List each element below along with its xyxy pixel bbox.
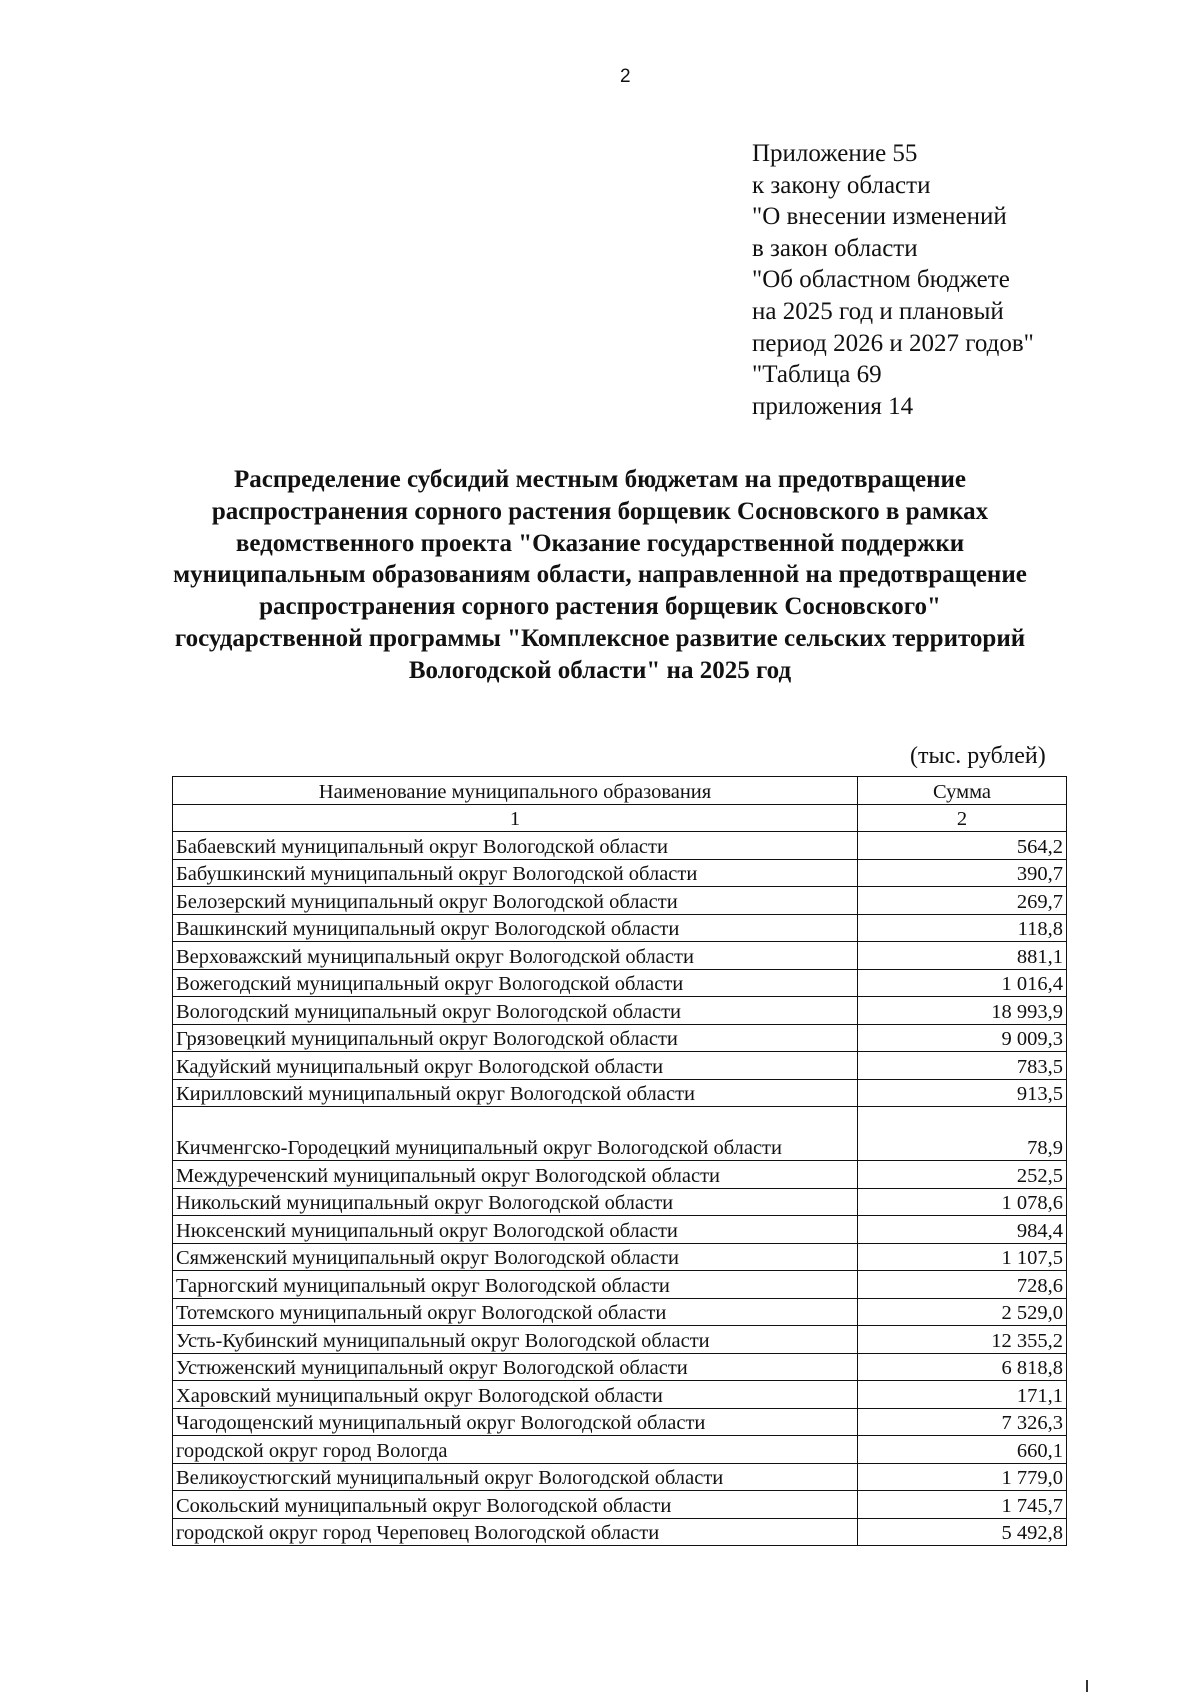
row-municipality-name: городской округ город Вологда xyxy=(173,1436,858,1464)
table-row xyxy=(173,1381,1067,1409)
table-row xyxy=(173,997,1067,1025)
table-row xyxy=(173,1052,1067,1080)
row-sum-value: 9 009,3 xyxy=(858,1024,1067,1052)
row-sum-value: 18 993,9 xyxy=(858,997,1067,1025)
row-sum-value: 1 016,4 xyxy=(858,969,1067,997)
header-name: Наименование муниципального образования xyxy=(173,777,858,805)
table-row xyxy=(173,1408,1067,1436)
row-sum-value: 1 078,6 xyxy=(858,1188,1067,1216)
row-sum-value: 660,1 xyxy=(858,1436,1067,1464)
table-row xyxy=(173,1463,1067,1491)
table-row xyxy=(173,1079,1067,1107)
appendix-line: период 2026 и 2027 годов" xyxy=(752,329,1034,357)
table-row xyxy=(173,914,1067,942)
title-line: Распределение субсидий местным бюджетам на предотвращение xyxy=(233,466,967,493)
table-row xyxy=(173,1518,1067,1546)
row-municipality-name: Кадуйский муниципальный округ Вологодской области xyxy=(173,1052,858,1080)
row-municipality-name: Никольский муниципальный округ Вологодской области xyxy=(173,1188,858,1216)
row-sum-value: 171,1 xyxy=(858,1381,1067,1409)
document-title xyxy=(150,464,1050,687)
row-municipality-name: Усть-Кубинский муниципальный округ Вологодской области xyxy=(173,1326,858,1354)
title-line: распространения сорного растения борщевик Сосновского" xyxy=(259,593,941,621)
row-municipality-name: Чагодощенский муниципальный округ Вологодской области xyxy=(173,1408,858,1436)
row-municipality-name: Нюксенский муниципальный округ Вологодской области xyxy=(173,1216,858,1244)
title-line: государственной программы "Комплексное развитие сельских территорий xyxy=(174,624,1026,652)
appendix-line: приложения 14 xyxy=(752,392,914,420)
table-row xyxy=(173,942,1067,970)
header-sum: Сумма xyxy=(858,777,1067,805)
row-municipality-name: Вашкинский муниципальный округ Вологодской области xyxy=(173,914,858,942)
subsidy-table-wrapper xyxy=(172,776,1067,1546)
row-sum-value: 728,6 xyxy=(858,1271,1067,1299)
row-sum-value: 118,8 xyxy=(858,914,1067,942)
title-line: Вологодской области" на 2025 год xyxy=(408,656,792,684)
appendix-line: "Таблица 69 xyxy=(752,361,882,389)
row-municipality-name: Тарногский муниципальный округ Вологодской области xyxy=(173,1271,858,1299)
subsidy-table xyxy=(172,776,1067,1546)
margin-mark xyxy=(1086,1680,1088,1692)
appendix-line: "Об областном бюджете xyxy=(752,266,1010,294)
row-sum-value: 78,9 xyxy=(858,1107,1067,1161)
table-row xyxy=(173,887,1067,915)
row-municipality-name: Сокольский муниципальный округ Вологодской области xyxy=(173,1491,858,1519)
row-sum-value: 783,5 xyxy=(858,1052,1067,1080)
table-row xyxy=(173,1024,1067,1052)
column-number-sum: 2 xyxy=(858,804,1067,832)
row-municipality-name: Бабушкинский муниципальный округ Вологодской области xyxy=(173,859,858,887)
table-row xyxy=(173,1353,1067,1381)
appendix-line: к закону области xyxy=(752,171,931,199)
table-header-row xyxy=(173,777,1067,805)
row-municipality-name: Верховажский муниципальный округ Вологодской области xyxy=(173,942,858,970)
row-municipality-name: Великоустюгский муниципальный округ Вологодской области xyxy=(173,1463,858,1491)
table-row xyxy=(173,859,1067,887)
row-municipality-name: Харовский муниципальный округ Вологодской области xyxy=(173,1381,858,1409)
appendix-line: Приложение 55 xyxy=(752,140,918,167)
row-sum-value: 269,7 xyxy=(858,887,1067,915)
row-municipality-name: Междуреченский муниципальный округ Вологодской области xyxy=(173,1161,858,1189)
table-row xyxy=(173,969,1067,997)
row-sum-value: 913,5 xyxy=(858,1079,1067,1107)
row-municipality-name: городской округ город Череповец Вологодской области xyxy=(173,1518,858,1546)
column-number-row xyxy=(173,804,1067,832)
row-sum-value: 881,1 xyxy=(858,942,1067,970)
row-sum-value: 1 107,5 xyxy=(858,1243,1067,1271)
table-row xyxy=(173,832,1067,860)
row-sum-value: 6 818,8 xyxy=(858,1353,1067,1381)
table-row xyxy=(173,1491,1067,1519)
table-row xyxy=(173,1271,1067,1299)
row-sum-value: 1 779,0 xyxy=(858,1463,1067,1491)
table-row xyxy=(173,1216,1067,1244)
appendix-line: "О внесении изменений xyxy=(752,203,1007,231)
row-sum-value: 252,5 xyxy=(858,1161,1067,1189)
title-line: муниципальным образованиям области, направленной на предотвращение xyxy=(173,561,1027,589)
units-label: (тыс. рублей) xyxy=(910,743,1046,769)
row-municipality-name: Сямженский муниципальный округ Вологодской области xyxy=(173,1243,858,1271)
column-number-name: 1 xyxy=(173,804,858,832)
table-row xyxy=(173,1161,1067,1189)
row-municipality-name: Вологодский муниципальный округ Вологодской области xyxy=(173,997,858,1025)
row-municipality-name: Кирилловский муниципальный округ Вологодской области xyxy=(173,1079,858,1107)
row-sum-value: 5 492,8 xyxy=(858,1518,1067,1546)
appendix-line: в закон области xyxy=(752,234,918,262)
appendix-line: на 2025 год и плановый xyxy=(752,297,1004,325)
title-line: распространения сорного растения борщевик Сосновского в рамках xyxy=(211,497,989,525)
row-municipality-name: Устюженский муниципальный округ Вологодской области xyxy=(173,1353,858,1381)
title-line: ведомственного проекта "Оказание государственной поддержки xyxy=(235,529,965,557)
row-sum-value: 390,7 xyxy=(858,859,1067,887)
row-municipality-name: Вожегодский муниципальный округ Вологодской области xyxy=(173,969,858,997)
table-row xyxy=(173,1326,1067,1354)
appendix-block xyxy=(752,138,1034,422)
row-sum-value: 2 529,0 xyxy=(858,1298,1067,1326)
row-municipality-name: Бабаевский муниципальный округ Вологодской области xyxy=(173,832,858,860)
row-municipality-name: Белозерский муниципальный округ Вологодской области xyxy=(173,887,858,915)
table-row xyxy=(173,1298,1067,1326)
row-sum-value: 1 745,7 xyxy=(858,1491,1067,1519)
row-sum-value: 984,4 xyxy=(858,1216,1067,1244)
row-municipality-name: Грязовецкий муниципальный округ Вологодской области xyxy=(173,1024,858,1052)
row-sum-value: 12 355,2 xyxy=(858,1326,1067,1354)
table-row xyxy=(173,1436,1067,1464)
row-sum-value: 7 326,3 xyxy=(858,1408,1067,1436)
row-municipality-name: Тотемского муниципальный округ Вологодской области xyxy=(173,1298,858,1326)
page-number: 2 xyxy=(620,66,631,87)
table-row xyxy=(173,1188,1067,1216)
table-row xyxy=(173,1107,1067,1161)
row-sum-value: 564,2 xyxy=(858,832,1067,860)
row-municipality-name: Кичменгско-Городецкий муниципальный округ Вологодской области xyxy=(173,1107,858,1161)
table-row xyxy=(173,1243,1067,1271)
